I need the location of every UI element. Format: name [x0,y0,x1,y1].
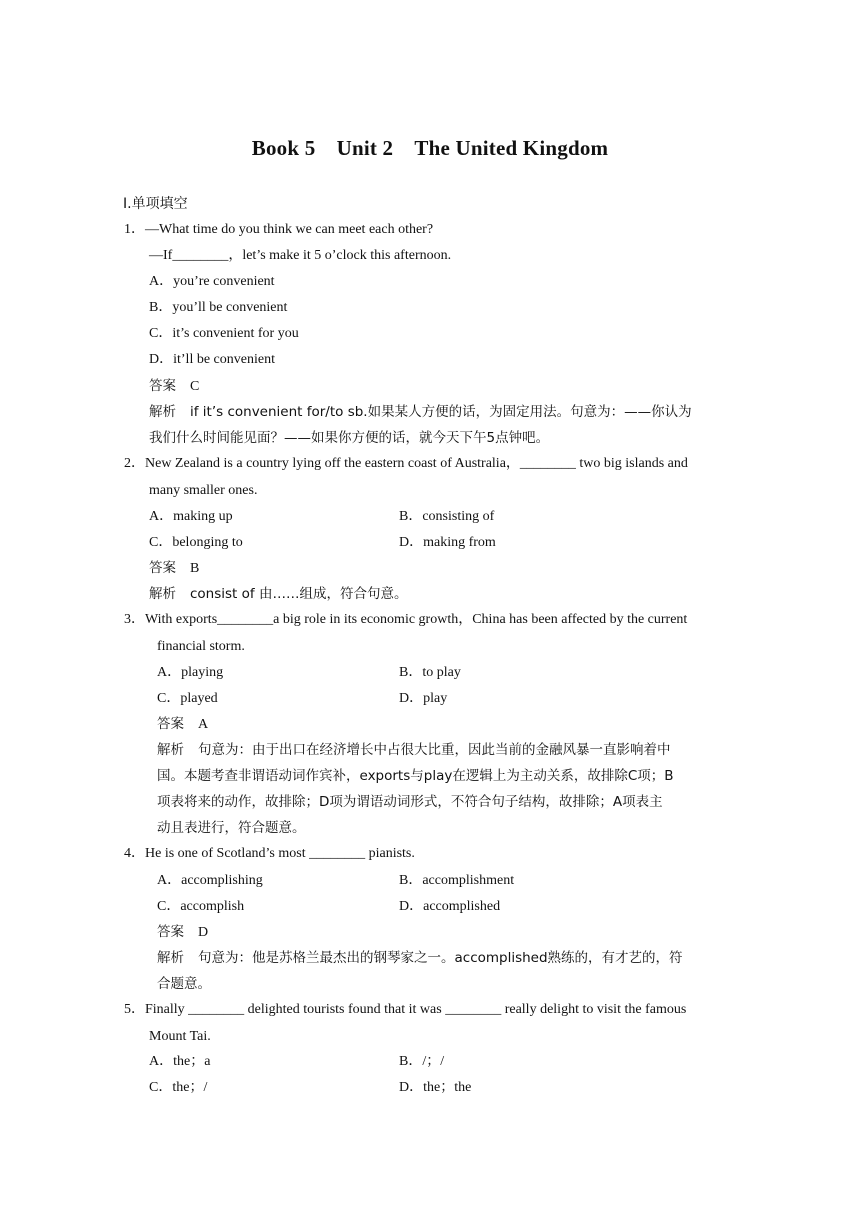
analysis-label: 解析 [157,742,184,758]
question-3-analysis-line-2: 国。本题考查非谓语动词作宾补，exports与play在逻辑上为主动关系，故排除C项；B [157,768,674,784]
question-text: He is one of Scotland’s most ________ pianists. [145,846,415,861]
analysis-label: 解析 [149,404,176,420]
question-number: 4． [124,846,145,861]
analysis-label: 解析 [157,950,184,966]
answer-label: 答案 [149,560,176,576]
question-2-option-d: D．making from [399,535,496,550]
question-number: 5． [124,1002,145,1017]
question-3-option-c: C．played [157,691,218,706]
question-2-stem [124,454,688,474]
question-4-option-b: B．accomplishment [399,873,515,888]
question-2-option-b: B．consisting of [399,509,495,524]
question-4-stem [124,844,415,864]
question-text: —What time do you think we can meet each other? [145,222,434,237]
analysis-text: 句意为：他是苏格兰最杰出的钢琴家之一。accomplished熟练的，有才艺的，符 [198,950,683,966]
answer-value: C [190,379,200,394]
question-1-option-d: D．it’ll be convenient [149,352,275,367]
question-5-option-a: A．the；a [149,1054,211,1069]
analysis-text: if it’s convenient for/to sb.如果某人方便的话，为固定用法。句意为：——你认为 [190,404,692,420]
question-3-stem-line-2: financial storm. [157,639,245,654]
question-1-option-c: C．it’s convenient for you [149,326,299,341]
question-1-stem-line-2: —If________，let’s make it 5 o’clock this afternoon. [149,248,452,263]
section-heading: Ⅰ.单项填空 [123,196,188,212]
answer-value: D [198,925,209,940]
answer-label: 答案 [157,716,184,732]
question-2-analysis [149,584,407,604]
question-1-analysis [149,402,692,422]
question-2-option-a: A．making up [149,509,233,524]
answer-value: B [190,561,200,576]
question-text: Finally ________ delighted tourists found that it was ________ really delight to visit the famous [145,1002,687,1017]
answer-label: 答案 [149,378,176,394]
question-3-stem [124,610,687,630]
analysis-label: 解析 [149,586,176,602]
analysis-text: consist of 由……组成，符合句意。 [190,586,408,602]
question-2-option-c: C．belonging to [149,535,243,550]
question-2-answer [149,558,199,579]
question-1-option-b: B．you’ll be convenient [149,300,288,315]
question-5-option-d: D．the；the [399,1080,472,1095]
question-3-option-d: D．play [399,691,448,706]
question-2-stem-line-2: many smaller ones. [149,483,258,498]
question-1-option-a: A．you’re convenient [149,274,275,289]
question-5-stem [124,1000,686,1020]
question-text: With exports________a big role in its economic growth，China has been affected by the current [145,612,688,627]
question-3-analysis-line-4: 动且表进行，符合题意。 [157,820,306,836]
question-4-analysis [157,948,683,968]
question-4-option-d: D．accomplished [399,899,501,914]
question-4-analysis-line-2: 合题意。 [157,976,211,992]
question-4-answer [157,922,208,943]
analysis-text: 句意为：由于出口在经济增长中占很大比重，因此当前的金融风暴一直影响着中 [198,742,671,758]
question-3-analysis [157,740,671,760]
question-3-option-b: B．to play [399,665,461,680]
question-text: New Zealand is a country lying off the eastern coast of Australia，________ two big islands and [145,456,688,471]
question-1-stem [124,220,433,240]
question-4-option-c: C．accomplish [157,899,245,914]
answer-value: A [198,717,209,732]
question-1-answer [149,376,199,397]
question-4-option-a: A．accomplishing [157,873,263,888]
question-1-analysis-line-2: 我们什么时间能见面？——如果你方便的话，就今天下午5点钟吧。 [149,430,550,446]
question-number: 2． [124,456,145,471]
question-5-stem-line-2: Mount Tai. [149,1029,211,1044]
question-3-option-a: A．playing [157,665,224,680]
question-5-option-c: C．the；/ [149,1080,208,1095]
question-number: 1． [124,222,145,237]
page-title: Book 5 Unit 2 The United Kingdom [251,136,609,160]
question-3-answer [157,714,208,735]
question-number: 3． [124,612,145,627]
question-3-analysis-line-3: 项表将来的动作，故排除；D项为谓语动词形式，不符合句子结构，故排除；A项表主 [157,794,663,810]
answer-label: 答案 [157,924,184,940]
question-5-option-b: B．/；/ [399,1054,445,1069]
